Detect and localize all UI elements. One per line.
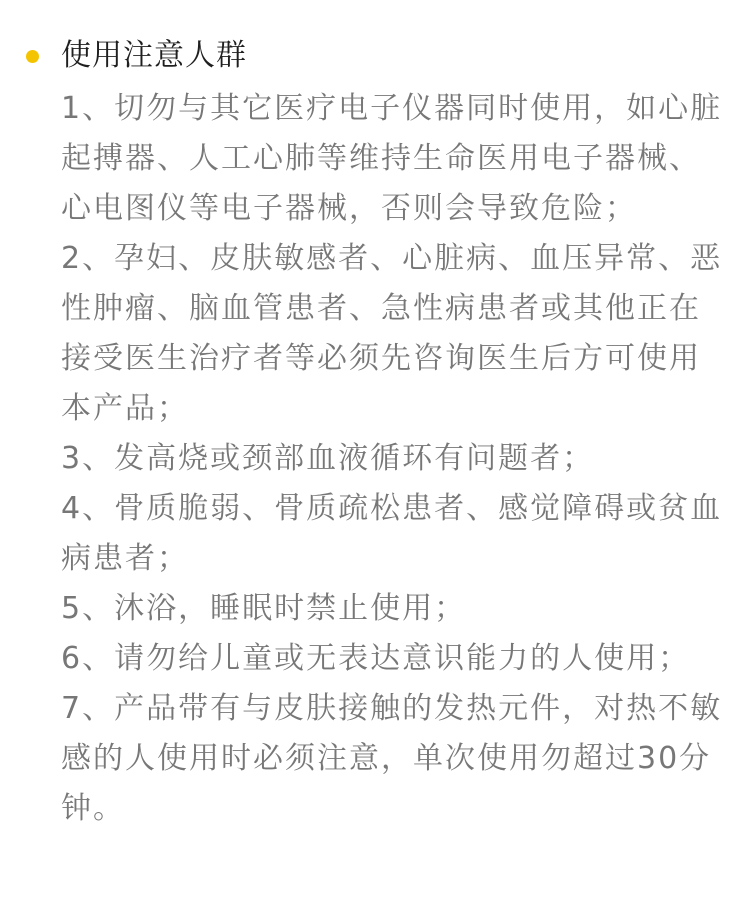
- section-header: [26, 36, 247, 76]
- precaution-item-5: 5、沐浴，睡眠时禁止使用；: [61, 591, 467, 626]
- precaution-item-2: 2、孕妇、皮肤敏感者、心脏病、血压异常、恶性肿瘤、脑血管患者、急性病患者或其他正在接受医生治疗者等必须先咨询医生后方可使用本产品；: [61, 241, 723, 426]
- precaution-item-7: 7、产品带有与皮肤接触的发热元件，对热不敏感的人使用时必须注意，单次使用勿超过30分钟。: [61, 691, 723, 826]
- precaution-item-3: 3、发高烧或颈部血液循环有问题者；: [61, 441, 595, 476]
- precaution-item-6: 6、请勿给儿童或无表达意识能力的人使用；: [61, 641, 691, 676]
- precautions-list: [61, 84, 723, 834]
- precaution-item-1: 1、切勿与其它医疗电子仪器同时使用，如心脏起搏器、人工心肺等维持生命医用电子器械、心电图仪等电子器械，否则会导致危险；: [61, 91, 723, 226]
- yellow-bullet-icon: [26, 50, 39, 63]
- precaution-item-4: 4、骨质脆弱、骨质疏松患者、感觉障碍或贫血病患者；: [61, 491, 723, 576]
- section-title: 使用注意人群: [61, 38, 247, 73]
